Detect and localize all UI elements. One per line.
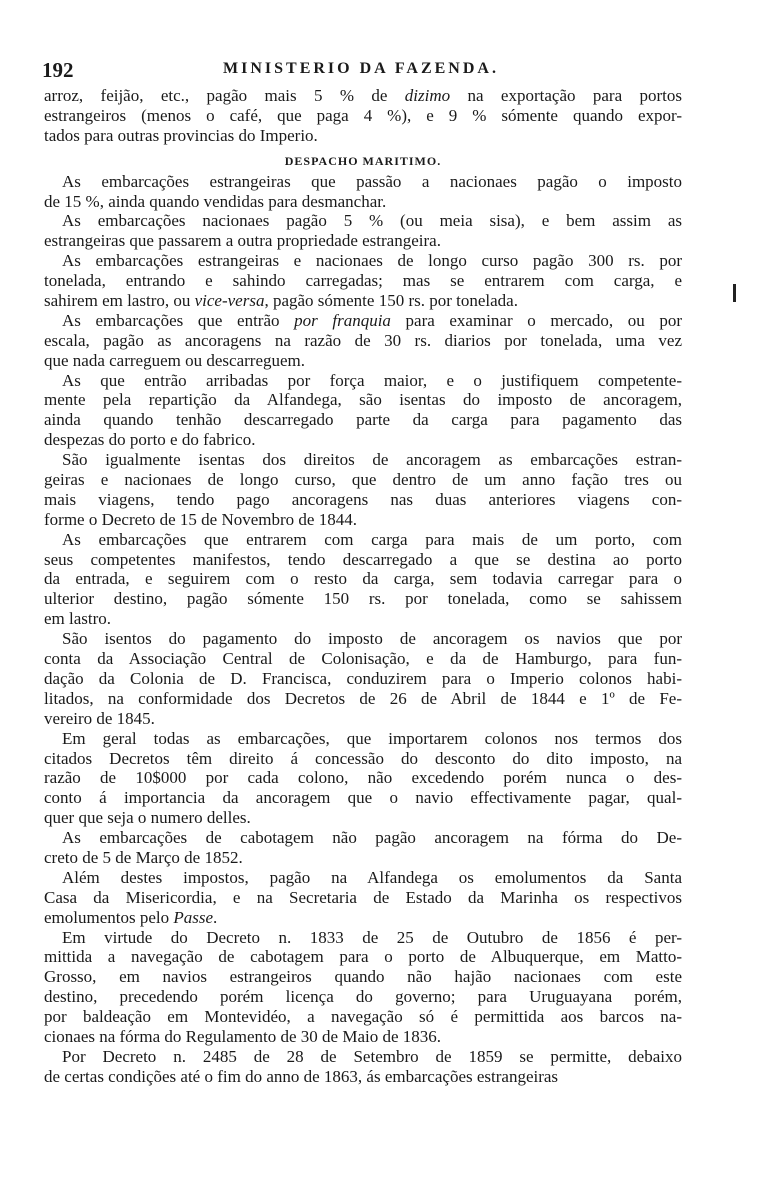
text-run: Além destes impostos, pagão na Alfandega os emolumentos da Santa: [62, 867, 682, 887]
text-line: [44, 192, 682, 212]
text-run: que nada carreguem ou descarreguem.: [44, 350, 306, 370]
text-line: [44, 510, 682, 530]
margin-mark: [733, 284, 736, 302]
text-run: geiras e nacionaes de longo curso, que dentro de um anno fação tres ou: [44, 470, 682, 490]
text-line: [44, 967, 682, 987]
text-run: razão de 10$000 por cada colono, não excedendo porém nunca o des-: [44, 768, 682, 788]
text-line: [44, 291, 682, 311]
text-run: estrangeiros (menos o café, que paga 4 %), e 9 % sómente quando expor-: [44, 105, 682, 125]
text-run: litados, na conformidade dos Decretos de 26 de Abril de 1844 e 1º de Fe-: [44, 688, 682, 708]
text-run: da entrada, e seguirem com o resto da carga, sem todavia carregar para o: [44, 569, 682, 589]
italic-text: por franquia: [294, 310, 391, 330]
page-header: [42, 58, 680, 82]
text-line: [44, 629, 682, 649]
intro-paragraph: [44, 86, 682, 146]
text-line: [44, 808, 682, 828]
text-line: [44, 550, 682, 570]
paragraph: [44, 211, 682, 251]
text-run: ulterior destino, pagão sómente 150 rs. por tonelada, como se sahissem: [44, 589, 682, 609]
section-title: DESPACHO MARITIMO.: [284, 153, 442, 168]
italic-text: Passe: [173, 907, 214, 927]
text-line: [44, 351, 682, 371]
text-line: [44, 271, 682, 291]
text-run: forme o Decreto de 15 de Novembro de 1844.: [44, 509, 357, 529]
text-line: [44, 768, 682, 788]
text-run: tados para outras provincias do Imperio.: [44, 125, 318, 145]
text-run: mais viagens, tendo pago ancoragens nas duas anteriores viagens con-: [44, 489, 682, 509]
text-run: Casa da Misericordia, e na Secretaria de Estado da Marinha os respectivos: [44, 887, 682, 907]
text-line: [44, 649, 682, 669]
paragraphs: [44, 172, 682, 1087]
text-line: [44, 947, 682, 967]
text-run: As embarcações que entrarem com carga para mais de um porto, com: [62, 529, 682, 549]
text-line: [44, 371, 682, 391]
text-run: de certas condições até o fim do anno de 1863, ás embarcações estrangeiras: [44, 1066, 559, 1086]
paragraph: [44, 1047, 682, 1087]
paragraph: [44, 828, 682, 868]
text-run: Grosso, em navios estrangeiros quando não hajão nacionaes com este: [44, 967, 682, 987]
text-line: [44, 987, 682, 1007]
text-run: conta da Associação Central de Colonisação, e da de Hamburgo, para fun-: [44, 649, 682, 669]
text-line: [44, 749, 682, 769]
text-line: [44, 231, 682, 251]
paragraph: [44, 928, 682, 1047]
text-run: emolumentos pelo: [44, 907, 174, 927]
text-line: [44, 251, 682, 271]
text-run: escala, pagão as ancoragens na razão de 30 rs. diarios por tonelada, uma vez: [44, 330, 682, 350]
text-line: [44, 669, 682, 689]
text-line: [44, 430, 682, 450]
text-run: As embarcações que entrão: [62, 310, 295, 330]
text-run: na exportação para portos: [450, 86, 682, 105]
text-run: dação da Colonia de D. Francisca, conduzirem para o Imperio colonos habi-: [44, 668, 682, 688]
paragraph: [44, 530, 682, 629]
text-run: seus competentes manifestos, tendo descarregado a que se destina ao porto: [44, 549, 682, 569]
italic-text: dizimo: [404, 86, 451, 105]
text-run: mente pela repartição da Alfandega, são isentas do imposto de ancoragem,: [44, 390, 682, 410]
text-run: para examinar o mercado, ou por: [390, 310, 682, 330]
text-run: São isentos do pagamento do imposto de ancoragem os navios que por: [62, 629, 682, 649]
text-run: cionaes na fórma do Regulamento de 30 de Maio de 1836.: [44, 1026, 442, 1046]
text-run: São igualmente isentas dos direitos de ancoragem as embarcações estran-: [62, 450, 682, 470]
text-line: [44, 569, 682, 589]
text-line: [44, 888, 682, 908]
text-line: [44, 609, 682, 629]
text-line: [44, 530, 682, 550]
text-run: ainda quando tenhão descarregado parte da carga para pagamento das: [44, 410, 682, 430]
text-line: [44, 490, 682, 510]
paragraph: [44, 868, 682, 928]
text-line: [44, 709, 682, 729]
text-line: [44, 331, 682, 351]
text-run: de 15 %, ainda quando vendidas para desmanchar.: [44, 191, 387, 211]
text-line: [44, 1007, 682, 1027]
text-run: despezas do porto e do fabrico.: [44, 430, 256, 450]
text-line: [44, 788, 682, 808]
text-line: [44, 689, 682, 709]
running-head: MINISTERIO DA FAZENDA.: [223, 60, 499, 77]
text-line: [44, 908, 682, 928]
text-run: creto de 5 de Março de 1852.: [44, 847, 243, 867]
text-line: [44, 126, 682, 146]
text-line: [44, 311, 682, 331]
text-line: [44, 450, 682, 470]
text-run: As embarcações estrangeiras e nacionaes de longo curso pagão 300 rs. por: [62, 251, 682, 271]
italic-text: vice-versa: [194, 291, 265, 311]
text-run: Por Decreto n. 2485 de 28 de Setembro de 1859 se permitte, debaixo: [62, 1046, 682, 1066]
paragraph: [44, 729, 682, 828]
text-run: mittida a navegação de cabotagem para o porto de Albuquerque, em Matto-: [44, 947, 682, 967]
text-run: em lastro.: [44, 609, 112, 629]
text-line: [44, 86, 682, 106]
text-run: citados Decretos têm direito á concessão do desconto do dito imposto, na: [44, 748, 682, 768]
text-line: [44, 729, 682, 749]
text-line: [44, 106, 682, 126]
text-line: [44, 470, 682, 490]
text-run: conto á importancia da ancoragem que o navio effectivamente pagar, qual-: [44, 788, 682, 808]
text-run: Em virtude do Decreto n. 1833 de 25 de Outubro de 1856 é per-: [62, 927, 682, 947]
text-line: [44, 848, 682, 868]
text-run: As embarcações estrangeiras que passão a nacionaes pagão o imposto: [62, 171, 682, 191]
text-line: [44, 410, 682, 430]
text-line: [44, 1027, 682, 1047]
page-number: 192: [42, 58, 74, 82]
text-line: [44, 589, 682, 609]
text-run: As que entrão arribadas por força maior, e o justifiquem competente-: [62, 370, 682, 390]
text-line: [44, 211, 682, 231]
text-run: arroz, feijão, etc., pagão mais 5 % de: [44, 86, 405, 105]
text-line: [44, 1047, 682, 1067]
page-body: [44, 86, 682, 1087]
text-line: [44, 868, 682, 888]
text-run: quer que seja o numero delles.: [44, 808, 251, 828]
text-run: As embarcações de cabotagem não pagão ancoragem na fórma do De-: [62, 828, 682, 848]
text-line: [44, 828, 682, 848]
text-run: , pagão sómente 150 rs. por tonelada.: [264, 291, 518, 311]
paragraph: [44, 251, 682, 311]
text-run: sahirem em lastro, ou: [44, 291, 195, 311]
text-run: vereiro de 1845.: [44, 708, 155, 728]
text-run: estrangeiras que passarem a outra propriedade estrangeira.: [44, 231, 441, 251]
text-run: As embarcações nacionaes pagão 5 % (ou meia sisa), e bem assim as: [62, 211, 682, 231]
text-run: destino, precedendo porém licença do governo; para Uruguayana porém,: [44, 987, 682, 1007]
text-run: por baldeação em Montevidéo, a navegação só é permittida aos barcos na-: [44, 1007, 682, 1027]
paragraph: [44, 371, 682, 451]
text-run: .: [213, 907, 218, 927]
paragraph: [44, 311, 682, 371]
text-line: [44, 928, 682, 948]
paragraph: [44, 450, 682, 530]
text-line: [44, 390, 682, 410]
text-run: Em geral todas as embarcações, que importarem colonos nos termos dos: [62, 728, 682, 748]
text-line: [44, 1067, 682, 1087]
paragraph: [44, 629, 682, 728]
text-run: tonelada, entrando e sahindo carregadas; mas se entrarem com carga, e: [44, 271, 682, 291]
text-line: [44, 172, 682, 192]
paragraph: [44, 172, 682, 212]
